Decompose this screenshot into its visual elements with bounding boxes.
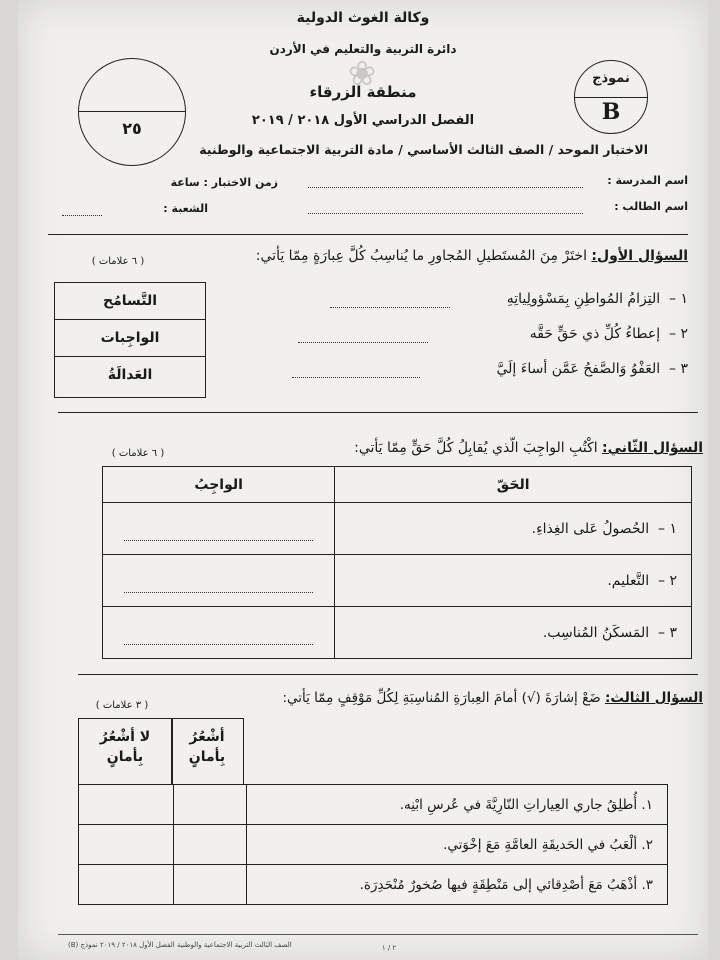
divider [78, 674, 698, 675]
exam-sheet [18, 0, 708, 960]
department-title: دائرة التربية والتعليم في الأردن [269, 42, 457, 56]
q3-safe-cell[interactable] [174, 785, 247, 825]
table-row [103, 503, 692, 555]
q1-item: ٢ – إعطاءُ كُلِّ ذي حَقٍّ حَقَّه [529, 326, 688, 342]
q1-marks: ( ٦ علامات ) [91, 256, 145, 267]
q3-instruction: ضَعْ إشارَةَ (√) أمامَ العِبارَةِ المُناسِبَةِ لِكُلِّ مَوْقِفٍ مِمّا يَأتي: [282, 690, 601, 706]
page-number: ٢ / ١ [381, 944, 397, 952]
q2-label: السؤال الثّاني: [602, 440, 703, 456]
q2-instruction: اكْتُبِ الواجِبَ الّذي يُقابِلُ كُلَّ حَقٍّ مِمّا يَأتي: [354, 440, 598, 456]
section-label: الشعبة : [163, 202, 208, 215]
section-field[interactable] [62, 214, 102, 216]
footer-rule [58, 934, 698, 935]
q3-unsafe-cell[interactable] [79, 865, 174, 905]
q2-right-cell: ٢ – التَّعليم. [335, 555, 692, 607]
q3-row-text: ٢. ألْعَبُ في الحَديقَةِ العامَّةِ مَعَ إخْوَتي. [247, 825, 668, 865]
q3-safe-cell[interactable] [174, 825, 247, 865]
q2-right-cell: ٣ – المَسكَنُ المُناسِب. [335, 607, 692, 659]
q3-row-text: ١. أُطلِقُ جاري العِياراتِ النّارِيَّةَ في عُرسِ ابْنِه. [247, 785, 668, 825]
divider [58, 412, 698, 413]
q2-answer-cell[interactable] [103, 503, 335, 555]
q2-col-left: الواجِبُ [103, 467, 335, 503]
q3-label: السؤال الثالث: [605, 690, 703, 706]
region-title: منطقة الزرقاء [309, 83, 417, 101]
q3-unsafe-cell[interactable] [79, 825, 174, 865]
q2-right-cell: ١ – الحُصولُ عَلى الغِذاءِ. [335, 503, 692, 555]
q1-title [188, 248, 688, 264]
q2-col-right: الحَقّ [335, 467, 692, 503]
q3-safe-cell[interactable] [174, 865, 247, 905]
agency-title: وكالة الغوث الدولية [296, 10, 430, 26]
model-label: نموذج [592, 71, 630, 86]
score-total: ٢٥ [122, 119, 142, 138]
table-row [79, 865, 668, 905]
divider [48, 234, 688, 235]
table-row [79, 785, 668, 825]
un-emblem-icon: ❀ [347, 54, 377, 94]
semester-line: الفصل الدراسي الأول ٢٠١٨ / ٢٠١٩ [251, 113, 475, 128]
option-tolerance: التَّسامُح [55, 283, 205, 320]
q3-table [78, 784, 668, 905]
q3-header-box [78, 718, 244, 785]
model-circle [574, 60, 648, 134]
school-label: اسم المدرسة : [607, 174, 688, 187]
q3-col-safe: أشْعُرُ بِأمانٍ [188, 729, 226, 765]
q2-answer-cell[interactable] [103, 555, 335, 607]
q1-answer-1[interactable] [330, 306, 450, 308]
table-row [79, 825, 668, 865]
q2-answer-cell[interactable] [103, 607, 335, 659]
option-justice: العَدالَةُ [107, 367, 153, 383]
table-row [103, 607, 692, 659]
table-row [103, 555, 692, 607]
school-field[interactable] [308, 186, 583, 188]
exam-line: الاختبار الموحد / الصف الثالث الأساسي / مادة التربية الاجتماعية والوطنية [199, 142, 648, 157]
q1-item: ١ – التِزامُ المُواطِنِ بِمَسْؤولِياتِهِ [506, 291, 688, 307]
time-label: زمن الاختبار : ساعة [170, 176, 278, 189]
model-letter: B [601, 99, 621, 125]
q1-instruction: اختَرْ مِنَ المُستَطيلِ المُجاورِ ما يُناسِبُ كُلَّ عِبارَةٍ مِمّا يَأتي: [255, 248, 587, 264]
q3-marks: ( ٣ علامات ) [95, 700, 149, 711]
option-duties: الواجِبات [55, 320, 205, 357]
q2-marks: ( ٦ علامات ) [111, 448, 165, 459]
footer-note: الصف الثالث التربية الاجتماعية والوطنية الفصل الأول ٢٠١٨ / ٢٠١٩ نموذج (B) [68, 941, 292, 949]
q3-title [218, 690, 703, 706]
q1-options-box [54, 282, 206, 398]
student-label: اسم الطالب : [614, 200, 688, 213]
q1-answer-3[interactable] [292, 376, 420, 378]
q1-answer-2[interactable] [298, 341, 428, 343]
q1-label: السؤال الأول: [591, 248, 688, 264]
score-circle [78, 58, 186, 166]
q1-item: ٣ – العَفْوُ وَالصَّفحُ عَمَّن أساءَ إلَيَّ [496, 361, 688, 377]
q3-row-text: ٣. أذْهَبُ مَعَ أصْدِقائي إلى مَنْطِقَةٍ فيها صُخورٌ مُنْحَدِرَة. [247, 865, 668, 905]
q2-title [198, 440, 703, 456]
q3-col-unsafe: لا أشْعُرُ بِأمانٍ [99, 729, 151, 765]
q3-unsafe-cell[interactable] [79, 785, 174, 825]
q2-table [102, 466, 692, 659]
student-field[interactable] [308, 212, 583, 214]
